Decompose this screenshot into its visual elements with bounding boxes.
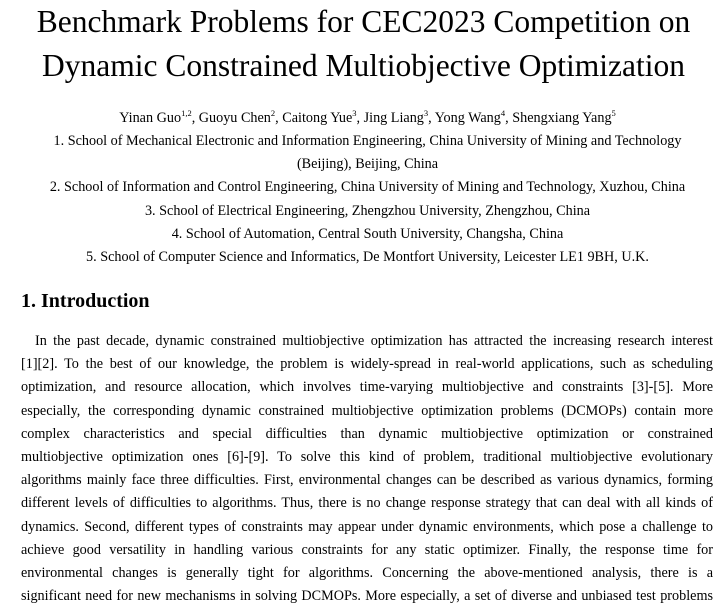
paragraph-line: especially, the corresponding dynamic constrained multiobjective optimization problems (DCMOPs) contain more bbox=[21, 402, 713, 419]
affiliation-list bbox=[0, 130, 727, 269]
paper-title-line-1: Benchmark Problems for CEC2023 Competition on bbox=[36, 4, 691, 39]
affiliation-line: 4. School of Automation, Central South University, Changsha, China bbox=[171, 225, 564, 242]
author-affiliation-mark: 1,2 bbox=[181, 108, 192, 118]
author-affiliation-mark: 3 bbox=[352, 108, 357, 118]
affiliation-line: (Beijing), Beijing, China bbox=[296, 156, 439, 173]
paragraph-line: environmental changes is generally tight for algorithms. Concerning the above-mentioned analysis, there is a bbox=[21, 565, 713, 582]
paragraph-line: multiobjective optimization ones [6]-[9]. To solve this kind of problem, traditional multiobjective evolutionary bbox=[21, 449, 713, 466]
paragraph-line: algorithms mainly face three difficulties. First, environmental changes can be described as various dynamics, forming bbox=[21, 472, 713, 489]
author-list bbox=[0, 107, 727, 129]
author-separator: , bbox=[428, 110, 435, 126]
paper-title-line-2: Dynamic Constrained Multiobjective Optimization bbox=[42, 48, 685, 83]
paragraph-line: dynamics. Second, different types of constraints may appear under dynamic environments, which pose a challenge to bbox=[21, 518, 713, 535]
introduction-paragraph bbox=[21, 330, 713, 608]
affiliation-line: 2. School of Information and Control Engineering, China University of Mining and Technology, Xuzhou, China bbox=[49, 179, 686, 196]
section-heading: 1. Introduction bbox=[21, 290, 150, 312]
paragraph-line: significant need for new mechanisms in solving DCMOPs. More especially, a set of diverse and unbiased test problems bbox=[21, 588, 713, 605]
author-name: Shengxiang Yang bbox=[512, 110, 612, 126]
author-name: Jing Liang bbox=[363, 110, 424, 126]
paragraph-line: achieve good versatility in handling various constraints for any static optimizer. Finally, the response time for bbox=[21, 541, 713, 558]
paragraph-line: In the past decade, dynamic constrained multiobjective optimization has attracted the increasing research interest bbox=[35, 333, 713, 349]
author-separator: , bbox=[505, 110, 513, 126]
author-separator: , bbox=[191, 110, 199, 126]
author-affiliation-mark: 5 bbox=[611, 108, 616, 118]
paragraph-line: different levels of difficulties to algorithms. Thus, there is no change response strategy that can deal with all kinds of bbox=[21, 495, 713, 512]
paragraph-line: optimization, and resource allocation, which involves time-varying multiobjective and constraints [3]-[5]. More bbox=[21, 379, 713, 396]
affiliation-line: 1. School of Mechanical Electronic and Information Engineering, China University of Mining and Technology bbox=[53, 133, 682, 149]
author-name: Yinan Guo bbox=[119, 110, 182, 126]
author-name: Yong Wang bbox=[434, 110, 501, 126]
author-separator: , bbox=[275, 110, 283, 126]
author-separator: , bbox=[356, 110, 364, 126]
affiliation-line: 3. School of Electrical Engineering, Zhengzhou University, Zhengzhou, China bbox=[144, 202, 591, 219]
author-affiliation-mark: 2 bbox=[270, 108, 276, 118]
author-affiliation-mark: 3 bbox=[423, 108, 429, 118]
affiliation-line: 5. School of Computer Science and Informatics, De Montfort University, Leicester LE1 9BH, U.K. bbox=[86, 249, 649, 266]
author-affiliation-mark: 4 bbox=[500, 108, 506, 118]
author-name: Caitong Yue bbox=[282, 110, 353, 126]
paper-title bbox=[0, 0, 727, 88]
paragraph-line: [1][2]. To the best of our knowledge, the problem is widely-spread in real-world applications, such as scheduling bbox=[21, 356, 713, 373]
paragraph-line: complex characteristics and special difficulties than dynamic multiobjective optimization or constrained bbox=[21, 425, 713, 442]
author-name: Guoyu Chen bbox=[198, 110, 271, 126]
